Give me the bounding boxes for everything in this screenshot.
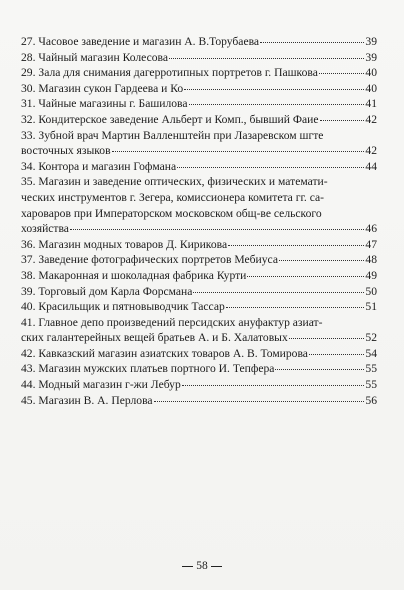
toc-entry-row <box>21 252 377 268</box>
toc-entry-page-number: 52 <box>365 331 377 345</box>
toc-entry <box>21 81 377 97</box>
dot-leader <box>320 120 365 121</box>
toc-entry-title-line: 36. Магазин модных товаров Д. Кирикова <box>21 237 228 251</box>
dot-leader <box>154 401 365 402</box>
toc-entry <box>21 393 377 409</box>
toc-entry-page-number: 42 <box>365 112 377 126</box>
toc-entry-page-number: 40 <box>365 66 377 80</box>
toc-entry <box>21 346 377 362</box>
toc-entry-row <box>21 237 377 253</box>
dot-leader <box>184 89 364 90</box>
toc-entry-page-number: 51 <box>365 300 377 314</box>
toc-entry-page-number: 39 <box>365 50 377 64</box>
toc-entry <box>21 299 377 315</box>
toc-entry-page-number: 55 <box>365 378 377 392</box>
toc-entry-title-line: 39. Торговый дом Карла Форсмана <box>21 284 193 298</box>
toc-entry-row <box>21 34 377 50</box>
toc-entry <box>21 128 377 159</box>
dot-leader <box>189 104 365 105</box>
toc-entry <box>21 50 377 66</box>
toc-entry-row <box>21 361 377 377</box>
toc-entry-title-line: хароваров при Императорском московском общ-ве сельского <box>21 206 322 220</box>
toc-entry-title-line: 44. Модный магазин г-жи Лебур <box>21 378 181 392</box>
dot-leader <box>112 151 365 152</box>
toc-entry-page-number: 44 <box>365 159 377 173</box>
toc-entry <box>21 237 377 253</box>
dot-leader <box>289 338 365 339</box>
toc-entry-row <box>21 221 377 237</box>
toc-entry-row <box>21 50 377 66</box>
toc-entry <box>21 96 377 112</box>
dot-leader <box>226 307 365 308</box>
dot-leader <box>309 354 364 355</box>
toc-entry <box>21 159 377 175</box>
dot-leader <box>260 42 364 43</box>
toc-entry <box>21 34 377 50</box>
toc-entry-page-number: 47 <box>365 237 377 251</box>
toc-entry-title-line: 31. Чайные магазины г. Башилова <box>21 97 188 111</box>
toc-entry-page-number: 56 <box>365 393 377 407</box>
toc-entry-row <box>21 284 377 300</box>
footer-dash-left <box>182 566 193 567</box>
toc-entry <box>21 377 377 393</box>
page-footer <box>0 560 404 572</box>
toc-entry-row <box>21 268 377 284</box>
toc-entry-row <box>21 112 377 128</box>
dot-leader <box>70 229 364 230</box>
toc-entry <box>21 315 377 346</box>
toc-entry-title-line: 34. Контора и магазин Гофмана <box>21 159 177 173</box>
dot-leader <box>182 385 365 386</box>
dot-leader <box>279 260 364 261</box>
toc-entry-title-line: 42. Кавказский магазин азиатских товаров А. В. Томирова <box>21 346 308 360</box>
toc-entry-page-number: 49 <box>365 268 377 282</box>
toc-entry-title-line: 43. Магазин мужских платьев портного И. Тепфера <box>21 362 275 376</box>
toc-entry-title-line: 28. Чайный магазин Колесова <box>21 50 168 64</box>
dot-leader <box>247 276 364 277</box>
toc-entry-page-number: 39 <box>365 35 377 48</box>
page-number: 58 <box>196 560 208 572</box>
toc-entry-row <box>21 346 377 362</box>
dot-leader <box>275 369 364 370</box>
toc-entry-title-line: 38. Макаронная и шоколадная фабрика Курти <box>21 268 247 282</box>
toc-entry-page-number: 42 <box>365 144 377 158</box>
toc-entry-title-line: 30. Магазин сукон Гардеева и Ко <box>21 81 184 95</box>
toc-entry-page-number: 50 <box>365 284 377 298</box>
toc-entry <box>21 268 377 284</box>
dot-leader <box>193 292 364 293</box>
toc-entry-page-number: 55 <box>365 362 377 376</box>
dot-leader <box>169 58 364 59</box>
footer-dash-right <box>211 566 222 567</box>
toc-entry-page-number: 41 <box>365 97 377 111</box>
dot-leader <box>228 245 364 246</box>
table-of-contents <box>21 34 377 408</box>
toc-entry-title-line: 40. Красильщик и пятновыводчик Тассар <box>21 300 225 314</box>
dot-leader <box>319 73 365 74</box>
toc-entry-title-line: 37. Заведение фотографических портретов Мебиуса <box>21 253 278 267</box>
toc-entry <box>21 361 377 377</box>
toc-entry-row <box>21 96 377 112</box>
toc-entry-row <box>21 330 377 346</box>
toc-entry-row <box>21 81 377 97</box>
toc-entry <box>21 112 377 128</box>
toc-entry-title-line: 35. Магазин и заведение оптических, физических и математи- <box>21 175 328 189</box>
toc-entry-title-line: 45. Магазин В. А. Перлова <box>21 393 153 407</box>
toc-entry-page-number: 48 <box>365 253 377 267</box>
toc-entry <box>21 174 377 236</box>
toc-entry-title-line: ческих инструментов г. Зегера, комиссионера комитета гг. са- <box>21 190 325 204</box>
toc-entry-page-number: 46 <box>365 222 377 236</box>
toc-entry-row <box>21 143 377 159</box>
toc-entry-row <box>21 299 377 315</box>
toc-entry <box>21 65 377 81</box>
toc-entry-title-line: 41. Главное депо произведений персидских ануфактур азиат- <box>21 315 323 329</box>
toc-entry-title-line: 29. Зала для снимания дагерротипных портретов г. Пашкова <box>21 66 318 80</box>
toc-entry-row <box>21 393 377 409</box>
toc-entry-title-line: ских галантерейных вещей братьев А. и Б. Халатовых <box>21 331 288 345</box>
toc-entry <box>21 284 377 300</box>
toc-entry-title-line: восточных языков <box>21 144 111 158</box>
toc-entry-row <box>21 159 377 175</box>
toc-entry <box>21 252 377 268</box>
toc-entry-row <box>21 377 377 393</box>
dot-leader <box>177 167 364 168</box>
toc-entry-title-line: 33. Зубной врач Мартин Валленштейн при Лазаревском шгте <box>21 128 324 142</box>
toc-entry-page-number: 40 <box>365 81 377 95</box>
toc-entry-title-line: 27. Часовое заведение и магазин А. В.Торубаева <box>21 35 260 48</box>
toc-entry-row <box>21 65 377 81</box>
toc-entry-page-number: 54 <box>365 346 377 360</box>
toc-entry-title-line: хозяйства <box>21 222 69 236</box>
toc-entry-title-line: 32. Кондитерское заведение Альберт и Комп., бывший Фаие <box>21 112 319 126</box>
